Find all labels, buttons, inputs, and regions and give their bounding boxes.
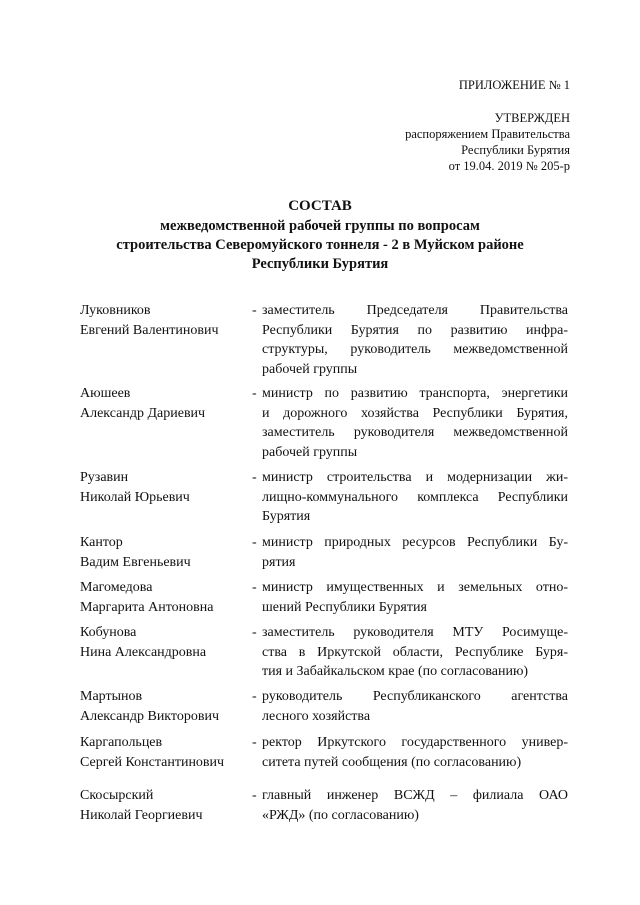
member-given-name: Александр Дариевич (80, 405, 206, 421)
member-role (262, 384, 568, 462)
member-surname: Скосырский (80, 788, 154, 803)
title-line-1: межведомственной рабочей группы по вопросам (160, 218, 480, 234)
member-dash: - (252, 580, 257, 595)
member-surname: Кантор (80, 535, 123, 550)
member-given-name: Александр Викторович (80, 708, 220, 724)
member-given-name: Маргарита Антоновна (80, 599, 214, 615)
role-line: тия и Забайкальском крае (по согласованию) (262, 664, 529, 679)
title-line-3: Республики Бурятия (251, 256, 389, 272)
member-name (80, 578, 255, 617)
member-given-name: Николай Георгиевич (80, 807, 203, 823)
role-line: руководитель Республиканского агентства (262, 689, 568, 704)
role-line: и дорожного хозяйства Республики Бурятия, (262, 405, 568, 421)
member-given-name: Сергей Константинович (80, 754, 225, 770)
member-name (80, 687, 255, 726)
role-line: ректор Иркутского государственного универ- (262, 735, 568, 750)
role-line: структуры, руководитель межведомственной (262, 342, 568, 357)
role-line: министр строительства и модернизации жи- (262, 470, 568, 485)
role-line: Бурятия (262, 509, 311, 524)
role-line: министр имущественных и земельных отно- (262, 580, 568, 595)
role-line: заместитель Председателя Правительства (262, 303, 568, 318)
role-line: Республики Бурятия по развитию инфра- (262, 322, 568, 338)
member-surname: Мартынов (80, 689, 143, 704)
member-name (80, 533, 255, 572)
member-dash: - (252, 625, 257, 640)
member-role (262, 687, 568, 726)
member-given-name: Вадим Евгеньевич (80, 554, 191, 570)
member-name (80, 623, 255, 662)
order-date-number: от 19.04. 2019 № 205-р (448, 159, 570, 173)
approved-by-order: распоряжением Правительства (405, 127, 570, 141)
approved-label: УТВЕРЖДЕН (494, 111, 570, 125)
member-role (262, 533, 568, 572)
member-dash: - (252, 470, 257, 485)
document-title (0, 197, 640, 274)
member-role (262, 468, 568, 527)
role-line: рабочей группы (262, 361, 358, 377)
approval-header (405, 77, 570, 174)
title-main: СОСТАВ (288, 198, 352, 214)
member-surname: Аюшеев (80, 386, 131, 401)
role-line: министр по развитию транспорта, энергетики (262, 386, 568, 401)
member-dash: - (252, 386, 257, 401)
role-line: ства в Иркутской области, Республике Буря- (262, 644, 568, 660)
member-given-name: Нина Александровна (80, 644, 207, 660)
member-role (262, 578, 568, 617)
member-given-name: Николай Юрьевич (80, 489, 190, 505)
member-surname: Кобунова (80, 625, 137, 640)
member-surname: Рузавин (80, 470, 129, 485)
member-dash: - (252, 535, 257, 550)
member-name (80, 301, 255, 340)
member-name (80, 786, 255, 825)
approved-republic: Республики Бурятия (461, 143, 570, 157)
member-role (262, 301, 568, 379)
role-line: шений Республики Бурятия (262, 599, 427, 615)
member-surname: Каргапольцев (80, 735, 163, 750)
member-dash: - (252, 788, 257, 803)
member-role (262, 786, 568, 825)
role-line: лесного хозяйства (262, 708, 371, 724)
member-surname: Луковников (80, 303, 151, 318)
member-name (80, 384, 255, 423)
role-line: «РЖД» (по согласованию) (262, 807, 419, 823)
member-dash: - (252, 735, 257, 750)
member-role (262, 733, 568, 772)
role-line: главный инженер ВСЖД – филиала ОАО (262, 788, 568, 803)
member-name (80, 733, 255, 772)
role-line: рятия (262, 554, 296, 570)
role-line: ситета путей сообщения (по согласованию) (262, 754, 522, 770)
role-line: заместитель руководителя межведомственной (262, 425, 568, 440)
member-surname: Магомедова (80, 580, 153, 595)
member-role (262, 623, 568, 682)
member-dash: - (252, 689, 257, 704)
role-line: министр природных ресурсов Республики Бу- (262, 535, 568, 550)
member-dash: - (252, 303, 257, 318)
role-line: лищно-коммунального комплекса Республики (262, 489, 568, 505)
member-name (80, 468, 255, 507)
member-given-name: Евгений Валентинович (80, 322, 219, 338)
role-line: рабочей группы (262, 444, 358, 460)
role-line: заместитель руководителя МТУ Росимуще- (262, 625, 568, 640)
title-line-2: строительства Северомуйского тоннеля - 2 в Муйском районе (116, 237, 524, 253)
appendix-label: ПРИЛОЖЕНИЕ № 1 (458, 78, 570, 92)
